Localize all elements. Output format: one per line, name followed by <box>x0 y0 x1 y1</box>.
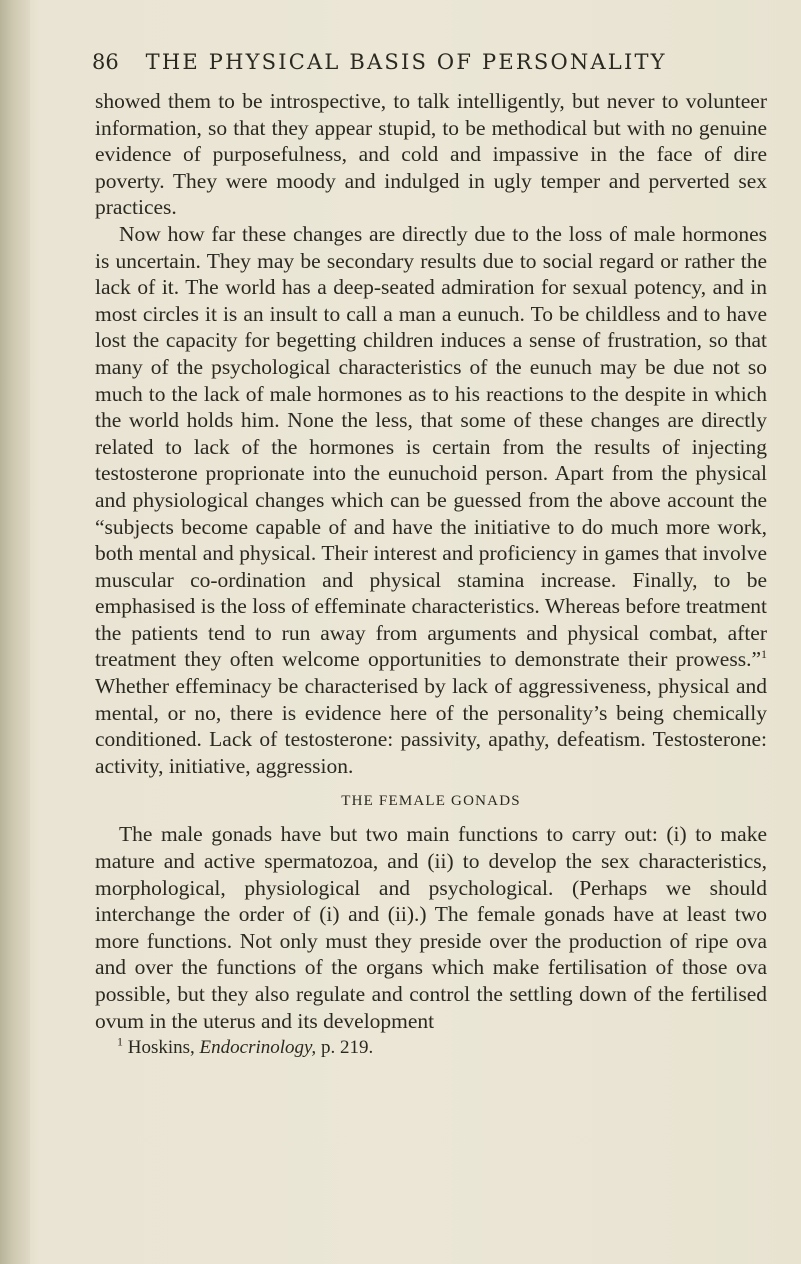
footnote-reference: 1 <box>761 647 767 662</box>
paragraph-loss-of-hormones <box>95 221 767 779</box>
footnote-author: Hoskins, <box>127 1037 195 1059</box>
page-gutter <box>0 0 30 1264</box>
running-header <box>92 50 732 74</box>
footnote-page: p. 219. <box>320 1037 374 1059</box>
paragraph-text-continued: Whether effeminacy be characterised by lack of aggressiveness, physical and mental, or no, there is evidence here of the personality’s being chemically conditioned. Lack of testosterone: passivity, apathy, defeatism. Testosterone: activity, initiative, aggression. <box>95 674 767 778</box>
paragraph-continued: showed them to be introspective, to talk intelligently, but never to volunteer information, so that they appear stupid, to be methodical but with no genuine evidence of purposefulness, and cold and impassive in the face of dire poverty. They were moody and indulged in ugly temper and perverted sex practices. <box>95 89 767 220</box>
section-heading: THE FEMALE GONADS <box>341 793 521 810</box>
running-title: THE PHYSICAL BASIS OF PERSONALITY <box>145 50 667 74</box>
paragraph-female-gonads: The male gonads have but two main functions to carry out: (i) to make mature and active spermatozoa, and (ii) to develop the sex characteristics, morphological, physiological and psychological. (Perhaps we should interchange the order of (i) and (ii).) The female gonads have at least two more functions. Not only must they preside over the production of ripe ova and over the functions of the organs which make fertilisation of those ova possible, but they also regulate and control the settling down of the fertilised ovum in the uterus and its development <box>95 822 767 1033</box>
page-body <box>95 88 767 1060</box>
footnote-marker: 1 <box>117 1034 123 1049</box>
footnote <box>95 1036 767 1060</box>
footnote-title: Endocrinology, <box>199 1037 317 1059</box>
paragraph-text: Now how far these changes are directly due to the loss of male hormones is uncertain. They may be secondary results due to social regard or rather the lack of it. The world has a deep-seated admiration for sexual potency, and in most circles it is an insult to call a man a eunuch. To be childless and to have lost the capacity for begetting children induces a sense of frustration, so that many of the psychological characteristics of the eunuch may be due not so much to the lack of male hormones as to his reactions to the despite in which the world holds him. None the less, that some of these changes are directly related to lack of the hormones is certain from the results of injecting testosterone proprionate into the eunuchoid person. Apart from the physical and physiological changes which can be guessed from the above account the “subjects become capable of and have the initiative to do much more work, both mental and physical. Their interest and proficiency in games that involve muscular co-ordination and physical stamina increase. Finally, to be emphasised is the loss of effeminate characteristics. Whereas before treatment the patients tend to run away from arguments and physical combat, after treatment they often welcome opportunities to demonstrate their prowess.” <box>95 221 767 672</box>
page-number: 86 <box>92 50 119 74</box>
